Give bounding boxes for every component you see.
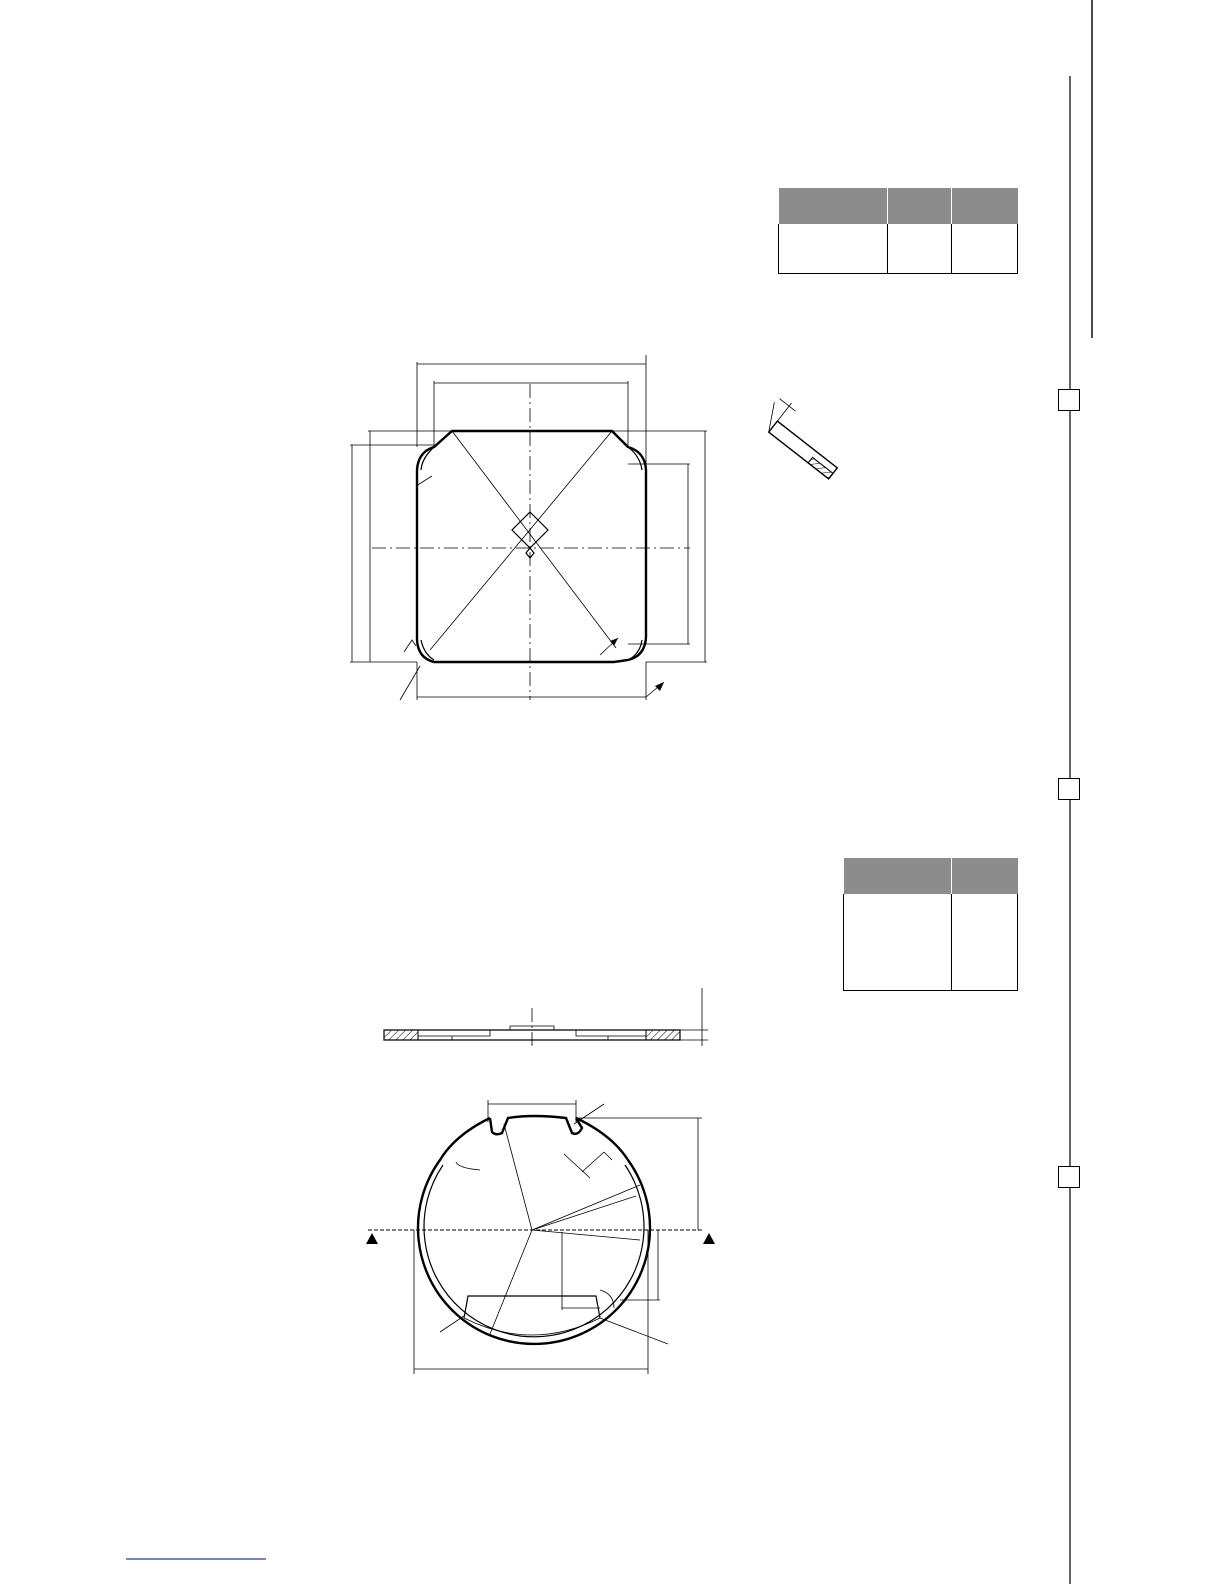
table-lower-header-1 xyxy=(844,858,952,894)
square-plate-view xyxy=(350,355,707,700)
footer-link[interactable] xyxy=(126,1544,266,1558)
round-disc-view xyxy=(366,1100,715,1374)
table-upper-header-1 xyxy=(779,188,888,224)
table-lower-cell xyxy=(952,894,1018,991)
table-upper-cell xyxy=(952,224,1018,274)
table-upper-cell xyxy=(779,224,888,274)
table-lower-header-2 xyxy=(952,858,1018,894)
table-lower-cell xyxy=(844,894,952,991)
table-upper-cell xyxy=(888,224,952,274)
table-upper-header-3 xyxy=(952,188,1018,224)
table-lower xyxy=(843,858,1018,991)
side-marker-box xyxy=(1058,1166,1080,1188)
edge-section-detail xyxy=(758,394,852,479)
side-marker-box xyxy=(1058,778,1080,800)
table-upper xyxy=(778,188,1018,274)
table-upper-header-2 xyxy=(888,188,952,224)
disc-section-view xyxy=(384,988,708,1048)
side-marker-box xyxy=(1058,389,1080,411)
